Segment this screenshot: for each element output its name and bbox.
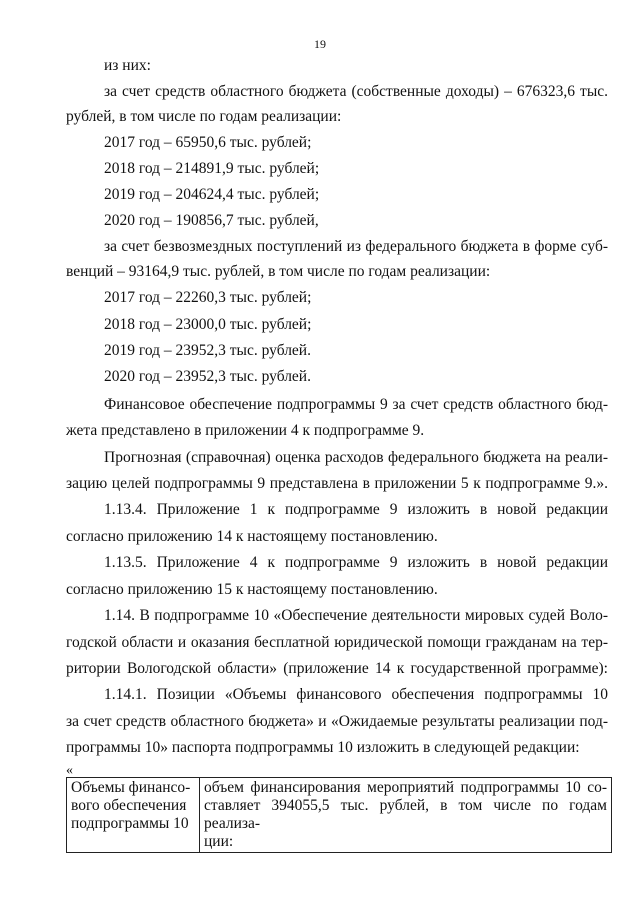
text-line: 2020 год – 23952,3 тыс. рублей. bbox=[104, 368, 311, 385]
text-line: 1.13.5. Приложение 4 к подпрограмме 9 изложить в новой редакции bbox=[104, 554, 608, 571]
text-line: 2019 год – 204624,4 тыс. рублей; bbox=[104, 186, 320, 203]
text-line: ритории Вологодской области» (приложение 14 к государственной программе): bbox=[66, 660, 608, 677]
text-line: 2017 год – 22260,3 тыс. рублей; bbox=[104, 289, 312, 306]
text-line: 1.14.1. Позиции «Объемы финансового обеспечения подпрограммы 10 bbox=[104, 686, 608, 703]
table-cell-label bbox=[67, 778, 200, 853]
passport-table bbox=[66, 777, 612, 853]
text-line: 2020 год – 190856,7 тыс. рублей, bbox=[104, 212, 319, 229]
cell-text-line: объем финансирования мероприятий подпрограммы 10 со- bbox=[204, 779, 607, 796]
text-line: из них: bbox=[104, 57, 151, 74]
cell-text-line: вого обеспечения bbox=[71, 797, 187, 814]
text-line: согласно приложению 14 к настоящему постановлению. bbox=[66, 528, 438, 545]
text-line: за счет средств областного бюджета (собственные доходы) – 676323,6 тыс. bbox=[104, 83, 608, 100]
text-line: программы 10» паспорта подпрограммы 10 изложить в следующей редакции: bbox=[66, 739, 580, 756]
text-line: Прогнозная (справочная) оценка расходов федерального бюджета на реали- bbox=[104, 449, 608, 466]
cell-text-line: подпрограммы 10 bbox=[71, 815, 189, 832]
cell-text-line: ставляет 394055,5 тыс. рублей, в том числе по годам реализа- bbox=[204, 797, 607, 832]
text-line: Финансовое обеспечение подпрограммы 9 за счет средств областного бюд- bbox=[104, 396, 608, 413]
table-cell-value bbox=[200, 778, 612, 853]
text-line: 2018 год – 214891,9 тыс. рублей; bbox=[104, 160, 320, 177]
text-line: 2018 год – 23000,0 тыс. рублей; bbox=[104, 316, 312, 333]
opening-quote-mark: « bbox=[66, 763, 73, 778]
table-row bbox=[67, 778, 612, 853]
page-number: 19 bbox=[314, 37, 326, 51]
text-line: рублей, в том числе по годам реализации: bbox=[66, 108, 342, 125]
text-line: венций – 93164,9 тыс. рублей, в том числе по годам реализации: bbox=[66, 263, 491, 280]
text-line: 2019 год – 23952,3 тыс. рублей. bbox=[104, 342, 311, 359]
text-line: согласно приложению 15 к настоящему постановлению. bbox=[66, 581, 438, 598]
text-line: за счет безвозмездных поступлений из федерального бюджета в форме суб- bbox=[104, 238, 608, 255]
text-line: жета представлено в приложении 4 к подпрограмме 9. bbox=[66, 422, 425, 439]
cell-text-line: ции: bbox=[204, 833, 234, 850]
text-line: 2017 год – 65950,6 тыс. рублей; bbox=[104, 134, 312, 151]
cell-text-line: Объемы финансо- bbox=[71, 779, 191, 796]
text-line: за счет средств областного бюджета» и «Ожидаемые результаты реализации под- bbox=[66, 713, 608, 730]
text-line: зацию целей подпрограммы 9 представлена в приложении 5 к подпрограмме 9.». bbox=[66, 475, 608, 492]
text-line: 1.13.4. Приложение 1 к подпрограмме 9 изложить в новой редакции bbox=[104, 501, 608, 518]
text-line: 1.14. В подпрограмме 10 «Обеспечение деятельности мировых судей Воло- bbox=[104, 607, 608, 624]
text-line: годской области и оказания бесплатной юридической помощи гражданам на тер- bbox=[66, 634, 608, 651]
